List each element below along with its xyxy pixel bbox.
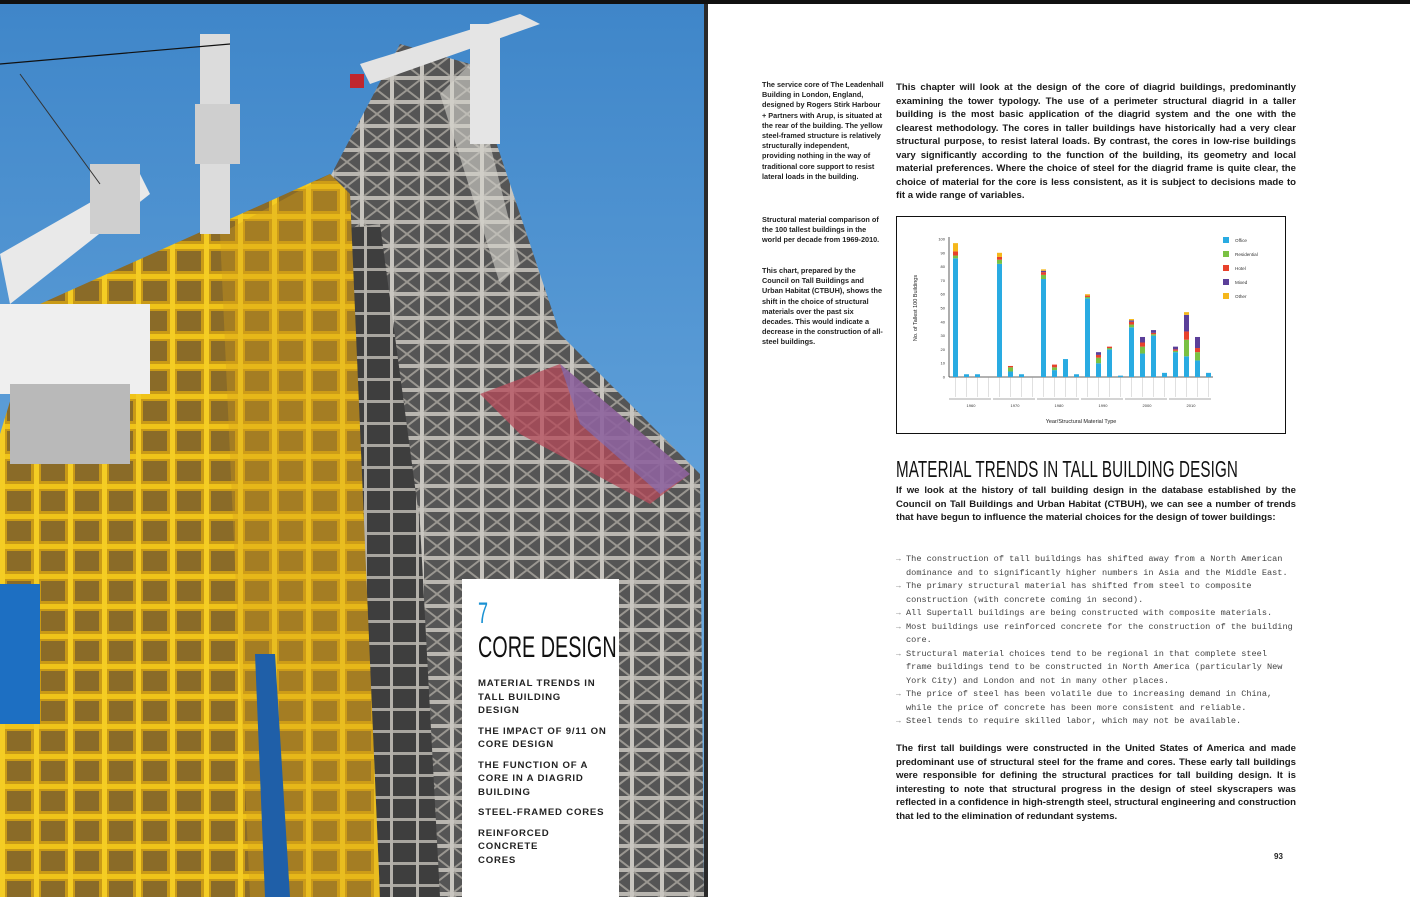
bar-segment — [1184, 312, 1189, 315]
x-axis-label: Year/Structural Material Type — [1045, 419, 1117, 425]
bar-segment — [1140, 337, 1145, 343]
bar-segment — [1041, 279, 1046, 377]
bar-segment — [997, 257, 1002, 260]
toc-item: THE IMPACT OF 9/11 ON CORE DESIGN — [478, 725, 607, 750]
trends-list — [896, 553, 1296, 729]
bar-segment — [1008, 366, 1013, 367]
chart-canvas — [897, 217, 1285, 433]
bar-segment — [1052, 370, 1057, 377]
bar-segment — [1085, 296, 1090, 297]
group-label: 1990 — [1098, 403, 1108, 408]
y-tick-label: 10 — [940, 360, 945, 366]
bar-segment — [964, 374, 969, 377]
bar-segment — [1096, 352, 1101, 355]
bar-segment — [1184, 315, 1189, 332]
legend-swatch — [1223, 237, 1229, 243]
bar-segment — [1151, 336, 1156, 377]
bar-segment — [953, 251, 958, 255]
material-chart — [896, 216, 1286, 434]
bar-segment — [1140, 343, 1145, 347]
bar-segment — [997, 253, 1002, 257]
y-tick-label: 50 — [940, 305, 945, 311]
legend-swatch — [1223, 251, 1229, 257]
bar-segment — [1184, 331, 1189, 339]
bar-segment — [1052, 365, 1057, 368]
y-tick-label: 100 — [938, 236, 945, 242]
bar-segment — [1173, 351, 1178, 352]
legend-swatch — [1223, 265, 1229, 271]
bar-segment — [1041, 271, 1046, 272]
list-item: → The construction of tall buildings has shifted away from a North American dominance and to significantly higher numbers in Asia and the Middle East. — [896, 553, 1296, 580]
chart-caption-description: This chart, prepared by the Council on Tall Buildings and Urban Habitat (CTBUH), shows the shift in the choice of structural materials over the past six decades. This would indicate a decrease in the construction of all-steel buildings. — [762, 266, 883, 347]
bar-segment — [953, 256, 958, 259]
bar-segment — [1008, 367, 1013, 371]
y-tick-label: 80 — [940, 264, 945, 270]
legend-label: Hotel — [1235, 266, 1246, 271]
bar-segment — [1008, 371, 1013, 377]
list-item: → Steel tends to require skilled labor, which may not be available. — [896, 715, 1296, 729]
toc-item: STEEL-FRAMED CORES — [478, 807, 605, 818]
bar-segment — [1085, 298, 1090, 377]
bar-segment — [1129, 325, 1134, 328]
bar-segment — [1041, 272, 1046, 275]
group-label: 1970 — [1010, 403, 1020, 408]
lead-paragraph: If we look at the history of tall building design in the database established by the Council on Tall Buildings and Urban Habitat (CTBUH), we can see a number of trends that have begun to influence the material choices for the design of tower buildings: — [896, 485, 1296, 523]
legend-label: Residential — [1235, 252, 1258, 257]
bar-segment — [1129, 319, 1134, 320]
y-tick-label: 60 — [940, 291, 945, 297]
list-item: → The primary structural material has shifted from steel to composite construction (with concrete coming in second). — [896, 580, 1296, 607]
chart-caption-title: Structural material comparison of the 100 tallest buildings in the world per decade from 1969-2010. — [762, 215, 880, 245]
chapter-contents — [478, 677, 628, 874]
page-number: 93 — [1274, 852, 1283, 861]
bar-segment — [1151, 333, 1156, 334]
toc-item: MATERIAL TRENDS IN TALL BUILDING DESIGN — [478, 678, 596, 716]
legend-label: Mixed — [1235, 280, 1248, 285]
y-axis-label: No. of Tallest 100 Buildings — [913, 274, 919, 342]
bar-segment — [1195, 348, 1200, 352]
list-item: → Most buildings use reinforced concrete for the construction of the building core. — [896, 621, 1296, 648]
legend-label: Other — [1235, 294, 1247, 299]
bar-segment — [1129, 320, 1134, 321]
group-label: 2000 — [1142, 403, 1152, 408]
legend-swatch — [1223, 279, 1229, 285]
bar-segment — [1129, 327, 1134, 377]
right-page — [708, 4, 1410, 897]
bar-segment — [1107, 349, 1112, 377]
legend-swatch — [1223, 293, 1229, 299]
intro-paragraph: This chapter will look at the design of the core of diagrid buildings, predominantly examining the tower typology. The use of a perimeter structural diagrid in a taller building is the most basic application of the diagrid system and the one with the clearest methodology. The cores in taller buildings have historically had a very clear structural purpose, to resist lateral loads. By contrast, the cores in low-rise buildings vary significantly according to the function of the building, its geometry and local material preferences. Where the choice of steel for the diagrid frame is quite clear, the choice of material for the core is less consistent, as it is subject to decisions made to fit a wide range of variables. — [896, 82, 1296, 201]
bar-segment — [1052, 367, 1057, 370]
chapter-number: 7 — [478, 597, 489, 630]
bar-segment — [1195, 337, 1200, 348]
bar-segment — [1129, 322, 1134, 325]
y-tick-label: 40 — [940, 319, 945, 325]
bar-segment — [1063, 359, 1068, 377]
group-label: 2010 — [1186, 403, 1196, 408]
bar-segment — [1085, 297, 1090, 298]
bar-segment — [1173, 352, 1178, 377]
toc-item: THE FUNCTION OF A CORE IN A DIAGRID BUILDING — [478, 759, 588, 798]
bar-segment — [1041, 269, 1046, 270]
bar-segment — [975, 374, 980, 377]
bar-segment — [1140, 347, 1145, 354]
bar-segment — [1107, 348, 1112, 349]
bar-segment — [1151, 334, 1156, 335]
bar-segment — [953, 243, 958, 251]
legend-label: Office — [1235, 238, 1247, 243]
bar-segment — [1184, 340, 1189, 357]
list-item: → Structural material choices tend to be regional in that complete steel frame buildings tend to be constructed in North America (particularly New York City) and London and not in many other places. — [896, 648, 1296, 689]
bar-segment — [1206, 373, 1211, 377]
chapter-title: CORE DESIGN — [478, 631, 617, 664]
bar-segment — [1096, 358, 1101, 364]
closing-paragraph: The first tall buildings were constructed in the United States of America and made predominant use of structural steel for the frame and cores. These early tall buildings were responsible for defining the structural practices for tall building design. It is interesting to note that structural progress in the design of steel skyscrapers was reflected in a confidence in high-strength steel, structural engineering and construction that led to the elimination of redundant systems. — [896, 743, 1296, 822]
section-title: MATERIAL TRENDS IN TALL BUILDING DESIGN — [896, 456, 1238, 482]
bar-segment — [1085, 294, 1090, 295]
bar-segment — [1173, 347, 1178, 350]
bar-segment — [1195, 360, 1200, 377]
group-label: 1960 — [966, 403, 976, 408]
y-tick-label: 0 — [942, 374, 945, 380]
bar-segment — [1162, 373, 1167, 377]
bar-segment — [1151, 330, 1156, 333]
y-tick-label: 70 — [940, 277, 945, 283]
bar-segment — [1195, 352, 1200, 360]
y-tick-label: 90 — [940, 250, 945, 256]
bar-segment — [953, 258, 958, 377]
toc-item: REINFORCED CONCRETE CORES — [478, 827, 550, 866]
bar-segment — [1096, 355, 1101, 358]
left-page — [0, 4, 704, 897]
group-label: 1980 — [1054, 403, 1064, 408]
bar-segment — [1096, 363, 1101, 377]
photo-caption: The service core of The Leadenhall Building in London, England, designed by Rogers Stirk Harbour + Partners with Arup, is situated at the rear of the building. The yellow steel-framed structure is relatively structurally independent, providing nothing in the way of traditional core support to resist lateral loads in the building. — [762, 80, 884, 181]
bar-segment — [1140, 354, 1145, 377]
bar-segment — [1184, 356, 1189, 377]
bar-segment — [1041, 275, 1046, 279]
bar-segment — [997, 264, 1002, 377]
bar-segment — [1107, 347, 1112, 348]
chapter-panel — [462, 579, 619, 897]
y-tick-label: 20 — [940, 346, 945, 352]
bar-segment — [1118, 376, 1123, 377]
bar-segment — [997, 260, 1002, 264]
list-item: → The price of steel has been volatile due to increasing demand in China, while the price of concrete has been more consistent and reliable. — [896, 688, 1296, 715]
bar-segment — [1074, 374, 1079, 377]
bar-segment — [1173, 349, 1178, 350]
bar-segment — [1019, 374, 1024, 377]
list-item: → All Supertall buildings are being constructed with composite materials. — [896, 607, 1296, 621]
y-tick-label: 30 — [940, 333, 945, 339]
